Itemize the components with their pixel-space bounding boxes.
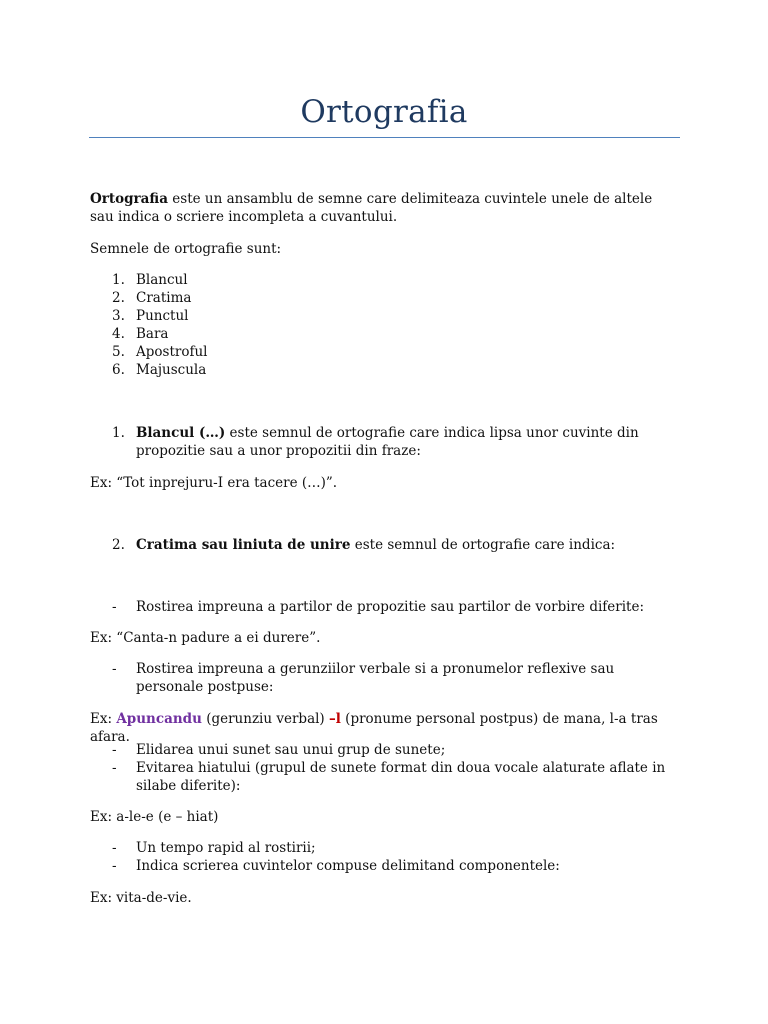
intro-bold-term: Ortografia: [90, 191, 168, 207]
section-blancul: [90, 424, 680, 464]
bullet-dash: -: [112, 840, 117, 856]
bullet-text: Indica scrierea cuvintelor compuse delimitand componentele:: [136, 858, 560, 874]
section-text: [136, 536, 682, 554]
page-title: Ortografia: [300, 94, 468, 130]
list-item-label: Cratima: [136, 290, 192, 306]
list-item-number: 2.: [112, 290, 125, 306]
signs-list: [90, 271, 680, 381]
bullet-text: Un tempo rapid al rostirii;: [136, 840, 316, 856]
intro-text: este un ansamblu de semne care delimiteaza cuvintele unele de altele sau indica o scriere incompleta a cuvantului.: [90, 191, 653, 225]
bullet-dash: -: [112, 661, 117, 677]
bullet-text: Rostirea impreuna a gerunziilor verbale si a pronumelor reflexive sau personale postpuse:: [136, 661, 615, 695]
example-highlight-pronoun: l: [335, 711, 341, 727]
bullet-item: [90, 598, 680, 618]
list-item-label: Apostroful: [136, 344, 208, 360]
example-vita: Ex: vita-de-vie.: [90, 890, 192, 906]
list-item-label: Blancul: [136, 272, 188, 288]
bullet-group: [90, 741, 680, 801]
example-highlight-dash: –: [329, 711, 336, 727]
example-blancul: Ex: “Tot inprejuru-I era tacere (…)”.: [90, 475, 338, 491]
example-text: (gerunziu verbal): [201, 711, 329, 727]
list-item-number: 6.: [112, 362, 125, 378]
section-description: este semnul de ortografie care indica lipsa unor cuvinte din propozitie sau a unor propozitii din fraze:: [136, 425, 639, 459]
list-item-number: 5.: [112, 344, 125, 360]
section-cratima: [90, 536, 680, 556]
bullet-dash: -: [112, 858, 117, 874]
bullet-text: Elidarea unui sunet sau unui grup de sunete;: [136, 742, 446, 758]
section-number: 2.: [112, 537, 125, 553]
example-hiat: Ex: a-le-e (e – hiat): [90, 809, 219, 825]
bullet-dash: -: [112, 760, 117, 776]
section-bold-term: Blancul (…): [136, 425, 226, 441]
list-item-number: 3.: [112, 308, 125, 324]
bullet-dash: -: [112, 599, 117, 615]
section-description: este semnul de ortografie care indica:: [350, 537, 616, 553]
list-item-number: 1.: [112, 272, 125, 288]
list-item-label: Bara: [136, 326, 169, 342]
example-canta: Ex: “Canta-n padure a ei durere”.: [90, 630, 321, 646]
example-text: (pronume personal postpus) de mana, l-a tras afara.: [90, 711, 658, 745]
section-bold-term: Cratima sau liniuta de unire: [136, 537, 351, 553]
bullet-dash: -: [112, 742, 117, 758]
intro-paragraph: [90, 190, 680, 226]
list-item-label: Majuscula: [136, 362, 207, 378]
example-prefix: Ex:: [90, 711, 117, 727]
section-number: 1.: [112, 425, 125, 441]
bullet-text: Rostirea impreuna a partilor de propozitie sau partilor de vorbire diferite:: [136, 599, 645, 615]
list-intro: Semnele de ortografie sunt:: [90, 241, 282, 257]
section-text: [136, 424, 682, 460]
title-underline: [89, 137, 680, 138]
bullet-group: [90, 839, 680, 879]
bullet-text: Evitarea hiatului (grupul de sunete format din doua vocale alaturate aflate in silabe diferite):: [136, 760, 666, 794]
example-highlight-gerund: Apuncandu: [116, 711, 202, 727]
bullet-item: [90, 660, 680, 700]
list-item-number: 4.: [112, 326, 125, 342]
list-item-label: Punctul: [136, 308, 189, 324]
